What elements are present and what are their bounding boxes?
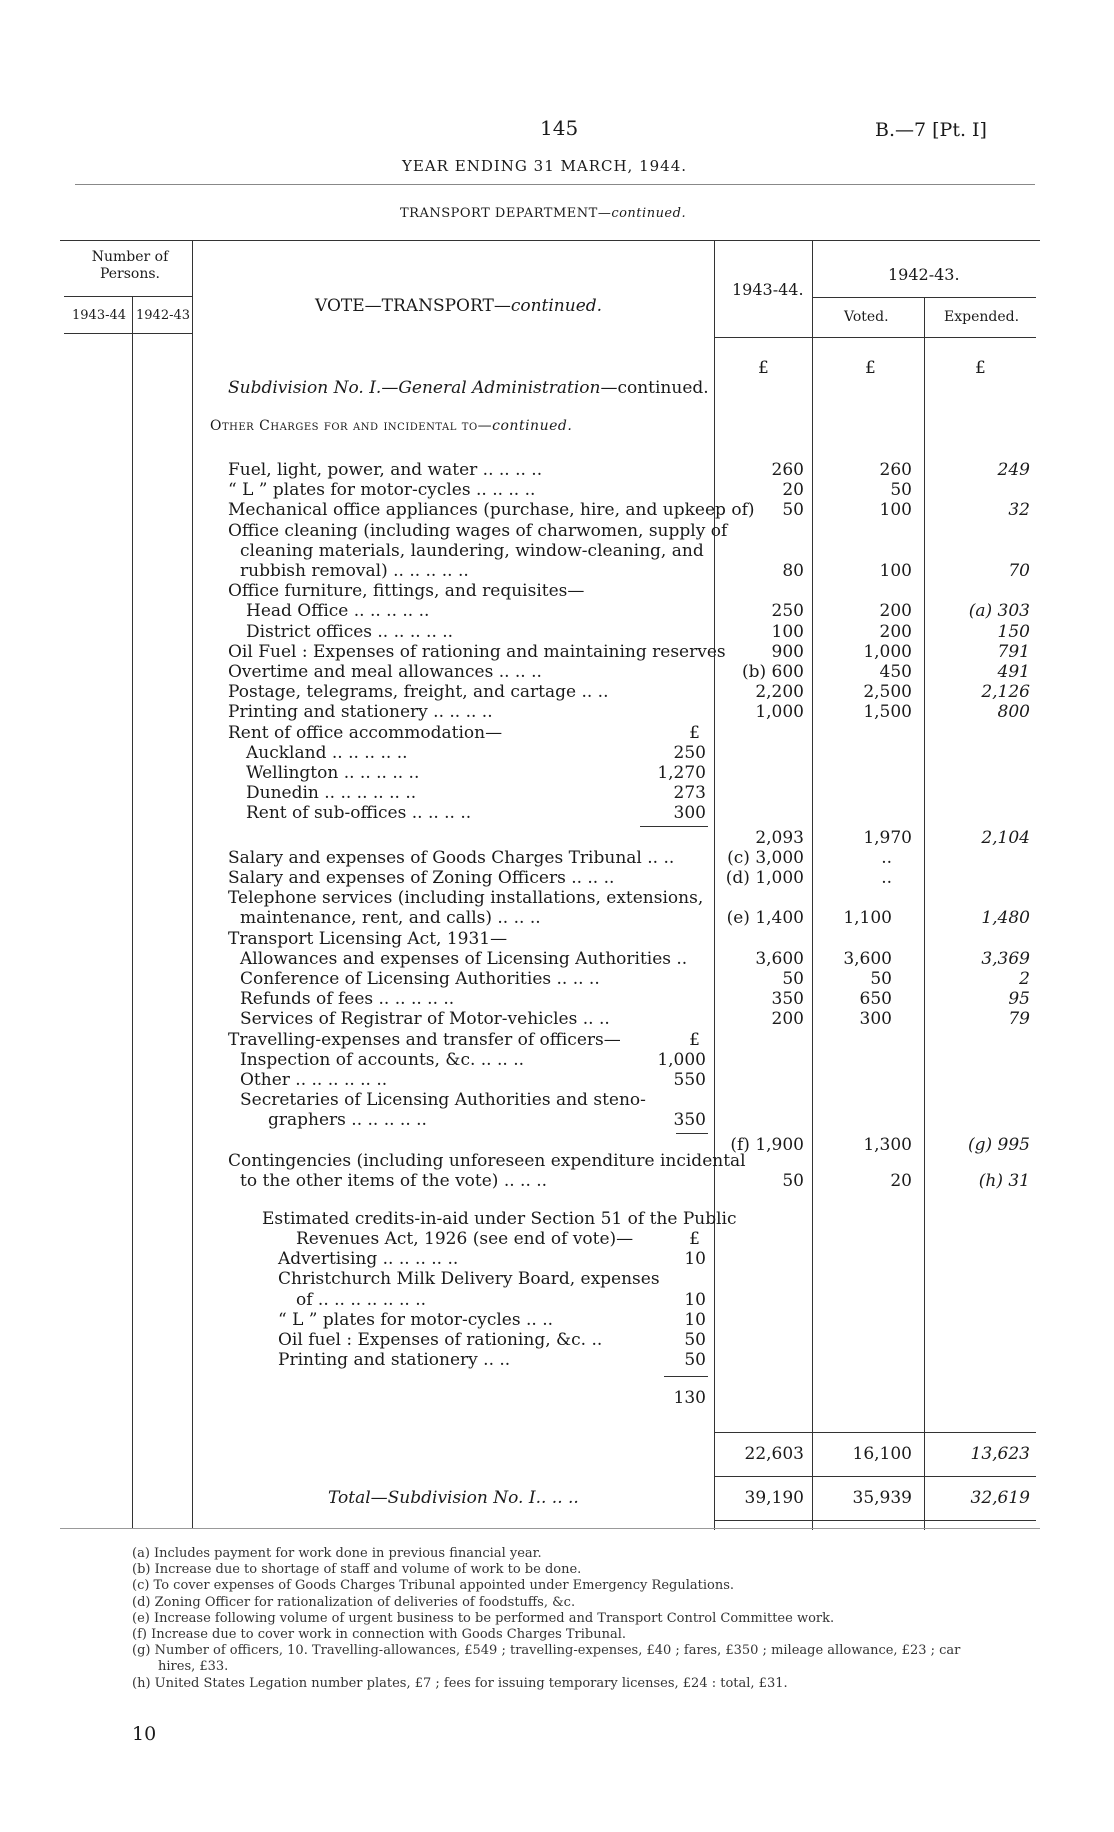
travel-item-amount: 350 (673, 1110, 706, 1131)
pound-voted: £ (865, 358, 876, 378)
amount-expended: 70 (1008, 561, 1030, 581)
amount-1943-44: 350 (771, 989, 804, 1010)
row-label: Fuel, light, power, and water .. .. .. .. (228, 460, 543, 480)
page-number: 145 (540, 116, 579, 140)
rent-item-amount: 1,270 (657, 763, 706, 783)
rent-item-label: Auckland .. .. .. .. .. (246, 742, 408, 763)
contingencies-label: Contingencies (including unforeseen expenditure incidental (228, 1150, 746, 1171)
footnote-rule (60, 1528, 1040, 1529)
contingencies-expended: (h) 31 (978, 1170, 1030, 1191)
amount-voted: 1,000 (863, 641, 912, 662)
amount-header-rule (714, 337, 1036, 338)
amount-expended: 800 (997, 702, 1030, 723)
total-bottom-rule (714, 1520, 1036, 1521)
department-heading: TRANSPORT DEPARTMENT—continued. (400, 206, 687, 221)
total-top-rule (714, 1476, 1036, 1477)
persons-column-divider (132, 296, 133, 1528)
amount-1943-44: 3,600 (755, 948, 804, 969)
amount-voted: 260 (879, 460, 912, 480)
amount-expended: 791 (997, 641, 1030, 662)
rent-subtotal-rule (640, 826, 708, 827)
row-label: Salary and expenses of Goods Charges Tribunal .. .. (228, 847, 675, 868)
footnote-line: (f) Increase due to cover work in connection with Goods Charges Tribunal. (132, 1627, 627, 1642)
table-top-rule (60, 240, 1040, 241)
travel-total-expended: (g) 995 (968, 1134, 1030, 1155)
total-label: Total—Subdivision No. I.. .. .. (328, 1488, 579, 1508)
amount-voted: 3,600 (843, 948, 892, 969)
amount-1943-44: 50 (782, 969, 804, 989)
rent-item-label: Rent of sub-offices .. .. .. .. (246, 803, 472, 824)
row-label: Allowances and expenses of Licensing Authorities .. (240, 948, 688, 969)
subdivision-title: Subdivision No. I.—General Administration—continued. (228, 378, 709, 398)
credit-item-label: Advertising .. .. .. .. .. (278, 1249, 459, 1270)
vote-title: VOTE—TRANSPORT—continued. (315, 296, 603, 316)
travel-item-amount: 1,000 (657, 1049, 706, 1070)
rent-total-expended: 2,104 (981, 827, 1030, 848)
amount-1943-44: 80 (782, 561, 804, 581)
row-label: Conference of Licensing Authorities .. .. .. (240, 969, 600, 989)
amount-voted: 650 (859, 989, 892, 1010)
header-rule (75, 184, 1035, 185)
travel-item-label: graphers .. .. .. .. .. (268, 1110, 427, 1131)
persons-1942-43-header: 1942-43 (136, 308, 191, 323)
amount-expended: (a) 303 (968, 601, 1030, 622)
number-of-persons-header: Number of Persons. (91, 249, 169, 282)
page-footer-number: 10 (132, 1723, 157, 1745)
footnote-line: (g) Number of officers, 10. Travelling-allowances, £549 ; travelling-expenses, £40 ; fares, £350 ; mileage allowance, £23 ; car (132, 1643, 961, 1659)
amount-voted: 300 (859, 1009, 892, 1030)
amount-voted: 2,500 (863, 682, 912, 703)
rent-item-label: Dunedin .. .. .. .. .. .. (246, 783, 417, 804)
row-label: Services of Registrar of Motor-vehicles .. .. (240, 1009, 610, 1030)
travel-item-label: Inspection of accounts, &c. .. .. .. (240, 1049, 525, 1070)
rent-item-amount: 273 (673, 783, 706, 804)
travel-item-amount: 550 (673, 1070, 706, 1090)
row-label: Office cleaning (including wages of charwomen, supply of (228, 520, 728, 541)
pound-expended: £ (975, 358, 986, 378)
amount-voted: 50 (890, 480, 912, 501)
amount-1943-44: 50 (782, 500, 804, 521)
rent-item-amount: 300 (673, 803, 706, 824)
credit-item-amount: 10 (684, 1249, 706, 1270)
year-1942-43-header: 1942-43. (888, 265, 960, 284)
credits-pound: £ (689, 1229, 700, 1249)
amount-1943-44: 250 (771, 601, 804, 622)
row-label: Postage, telegrams, freight, and cartage .. .. (228, 682, 609, 703)
travel-total-voted: 1,300 (863, 1134, 912, 1155)
amount-expended: 491 (997, 662, 1030, 682)
credit-item-amount: 50 (684, 1330, 706, 1350)
travel-item-label: Other .. .. .. .. .. .. (240, 1070, 388, 1090)
year-1943-44-header: 1943-44. (732, 280, 804, 299)
contingencies-label-cont: to the other items of the vote) .. .. .. (240, 1170, 548, 1191)
amount-voted: 450 (879, 662, 912, 682)
amount-1943-44: 2,200 (755, 682, 804, 703)
row-label: District offices .. .. .. .. .. (246, 621, 454, 642)
footnote-line: (h) United States Legation number plates, £7 ; fees for issuing temporary licenses, £24 : total, £31. (132, 1675, 788, 1691)
amount-expended: 2,126 (981, 682, 1030, 703)
row-label: Mechanical office appliances (purchase, hire, and upkeep of) (228, 500, 755, 521)
amount-voted: 1,500 (863, 702, 912, 723)
credits-heading: Estimated credits-in-aid under Section 51 of the Public (262, 1208, 737, 1229)
row-label: Salary and expenses of Zoning Officers .. .. .. (228, 868, 615, 888)
credits-heading-cont: Revenues Act, 1926 (see end of vote)— (296, 1229, 634, 1249)
row-label: Transport Licensing Act, 1931— (228, 928, 508, 949)
amount-expended: 79 (1008, 1009, 1030, 1030)
amount-expended: 3,369 (981, 948, 1030, 969)
amount-voted: 200 (879, 621, 912, 642)
amount-expended: 150 (997, 621, 1030, 642)
year-heading: YEAR ENDING 31 MARCH, 1944. (402, 157, 688, 175)
amount-1943-44: (e) 1,400 (726, 908, 804, 929)
credit-item-label: “ L ” plates for motor-cycles .. .. (278, 1309, 553, 1330)
amount-1943-44: 20 (782, 480, 804, 501)
travel-pound: £ (689, 1029, 700, 1050)
amount-voted: .. (881, 868, 892, 888)
travel-heading: Travelling-expenses and transfer of officers— (228, 1029, 621, 1050)
amount-expended: 32 (1008, 500, 1030, 521)
travel-item-label: Secretaries of Licensing Authorities and steno- (240, 1090, 646, 1111)
persons-subheader-rule (64, 296, 192, 297)
row-label: Telephone services (including installations, extensions, (228, 888, 704, 909)
footnote-line: (b) Increase due to shortage of staff and volume of work to be done. (132, 1562, 582, 1578)
amount-expended: 2 (1019, 969, 1030, 989)
persons-divider (192, 240, 193, 1528)
amount-1943-44: 260 (771, 460, 804, 480)
document-ref: B.—7 [Pt. I] (875, 119, 987, 141)
amount-expended: 95 (1008, 989, 1030, 1010)
subtotal-1943-44: 22,603 (744, 1444, 804, 1464)
amount-expended: 249 (997, 460, 1030, 480)
amount-1943-44: 1,000 (755, 702, 804, 723)
persons-1943-44-header: 1943-44 (72, 308, 127, 323)
subtotal-top-rule (714, 1432, 1036, 1433)
footnote-line: (c) To cover expenses of Goods Charges Tribunal appointed under Emergency Regulations. (132, 1578, 735, 1594)
footnote-line: (a) Includes payment for work done in previous financial year. (132, 1546, 542, 1561)
rent-item-label: Wellington .. .. .. .. .. (246, 763, 420, 783)
row-label: Oil Fuel : Expenses of rationing and maintaining reserves (228, 641, 726, 662)
expended-column-divider (924, 297, 925, 1530)
amount-voted: 100 (879, 500, 912, 521)
row-label: rubbish removal) .. .. .. .. .. (240, 561, 469, 581)
subtotal-expended: 13,623 (970, 1444, 1030, 1464)
contingencies-1943-44: 50 (782, 1170, 804, 1191)
amount-voted: 1,100 (843, 908, 892, 929)
row-label: Office furniture, fittings, and requisites— (228, 581, 585, 602)
amount-voted: 50 (870, 969, 892, 989)
amount-1943-44: (d) 1,000 (725, 868, 804, 888)
expended-header: Expended. (944, 309, 1020, 325)
row-label: maintenance, rent, and calls) .. .. .. (240, 908, 541, 929)
row-label: cleaning materials, laundering, window-cleaning, and (240, 540, 704, 561)
contingencies-voted: 20 (890, 1170, 912, 1191)
voted-header: Voted. (844, 309, 889, 325)
footnote-line: (d) Zoning Officer for rationalization of deliveries of foodstuffs, &c. (132, 1594, 576, 1610)
rent-total-1943-44: 2,093 (755, 827, 804, 848)
amount-voted: 200 (879, 601, 912, 622)
amount-voted: 100 (879, 561, 912, 581)
credit-item-amount: 10 (684, 1309, 706, 1330)
footnote-line: hires, £33. (158, 1659, 229, 1675)
footnote-line: (e) Increase following volume of urgent business to be performed and Transport Control Committee work. (132, 1610, 835, 1626)
credits-subtotal-rule (664, 1376, 708, 1377)
row-label: Printing and stationery .. .. .. .. (228, 702, 493, 723)
credits-total: 130 (673, 1388, 706, 1409)
voted-column-divider (812, 240, 813, 1530)
rent-heading: Rent of office accommodation— (228, 722, 503, 743)
credit-item-label: Christchurch Milk Delivery Board, expenses (278, 1269, 660, 1290)
amount-1943-44: 900 (771, 641, 804, 662)
credit-item-label: Oil fuel : Expenses of rationing, &c. .. (278, 1330, 603, 1350)
credit-item-amount: 10 (684, 1289, 706, 1310)
credit-item-amount: 50 (684, 1350, 706, 1371)
amount-column-divider (714, 240, 715, 1530)
rent-item-amount: 250 (673, 742, 706, 763)
travel-total-1943-44: (f) 1,900 (730, 1134, 804, 1155)
pound-1943-44: £ (758, 358, 769, 378)
row-label: Overtime and meal allowances .. .. .. (228, 662, 542, 682)
amount-1943-44: 200 (771, 1009, 804, 1030)
travel-subtotal-rule (676, 1133, 708, 1134)
other-charges-heading: Other Charges for and incidental to—continued. (210, 418, 573, 434)
credit-item-label: Printing and stationery .. .. (278, 1350, 511, 1371)
total-expended: 32,619 (970, 1488, 1030, 1508)
amount-expended: 1,480 (981, 908, 1030, 929)
credit-item-label: of .. .. .. .. .. .. .. (296, 1289, 427, 1310)
total-1943-44: 39,190 (744, 1488, 804, 1508)
rent-total-voted: 1,970 (863, 827, 912, 848)
amount-1943-44: (b) 600 (742, 662, 804, 682)
amount-1943-44: (c) 3,000 (727, 847, 804, 868)
row-label: Head Office .. .. .. .. .. (246, 601, 430, 622)
row-label: Refunds of fees .. .. .. .. .. (240, 989, 455, 1010)
persons-bottom-rule (64, 333, 192, 334)
amount-1943-44: 100 (771, 621, 804, 642)
amount-voted: .. (881, 847, 892, 868)
rent-pound: £ (689, 722, 700, 743)
subtotal-voted: 16,100 (852, 1444, 912, 1464)
total-voted: 35,939 (852, 1488, 912, 1508)
row-label: “ L ” plates for motor-cycles .. .. .. .. (228, 480, 536, 501)
